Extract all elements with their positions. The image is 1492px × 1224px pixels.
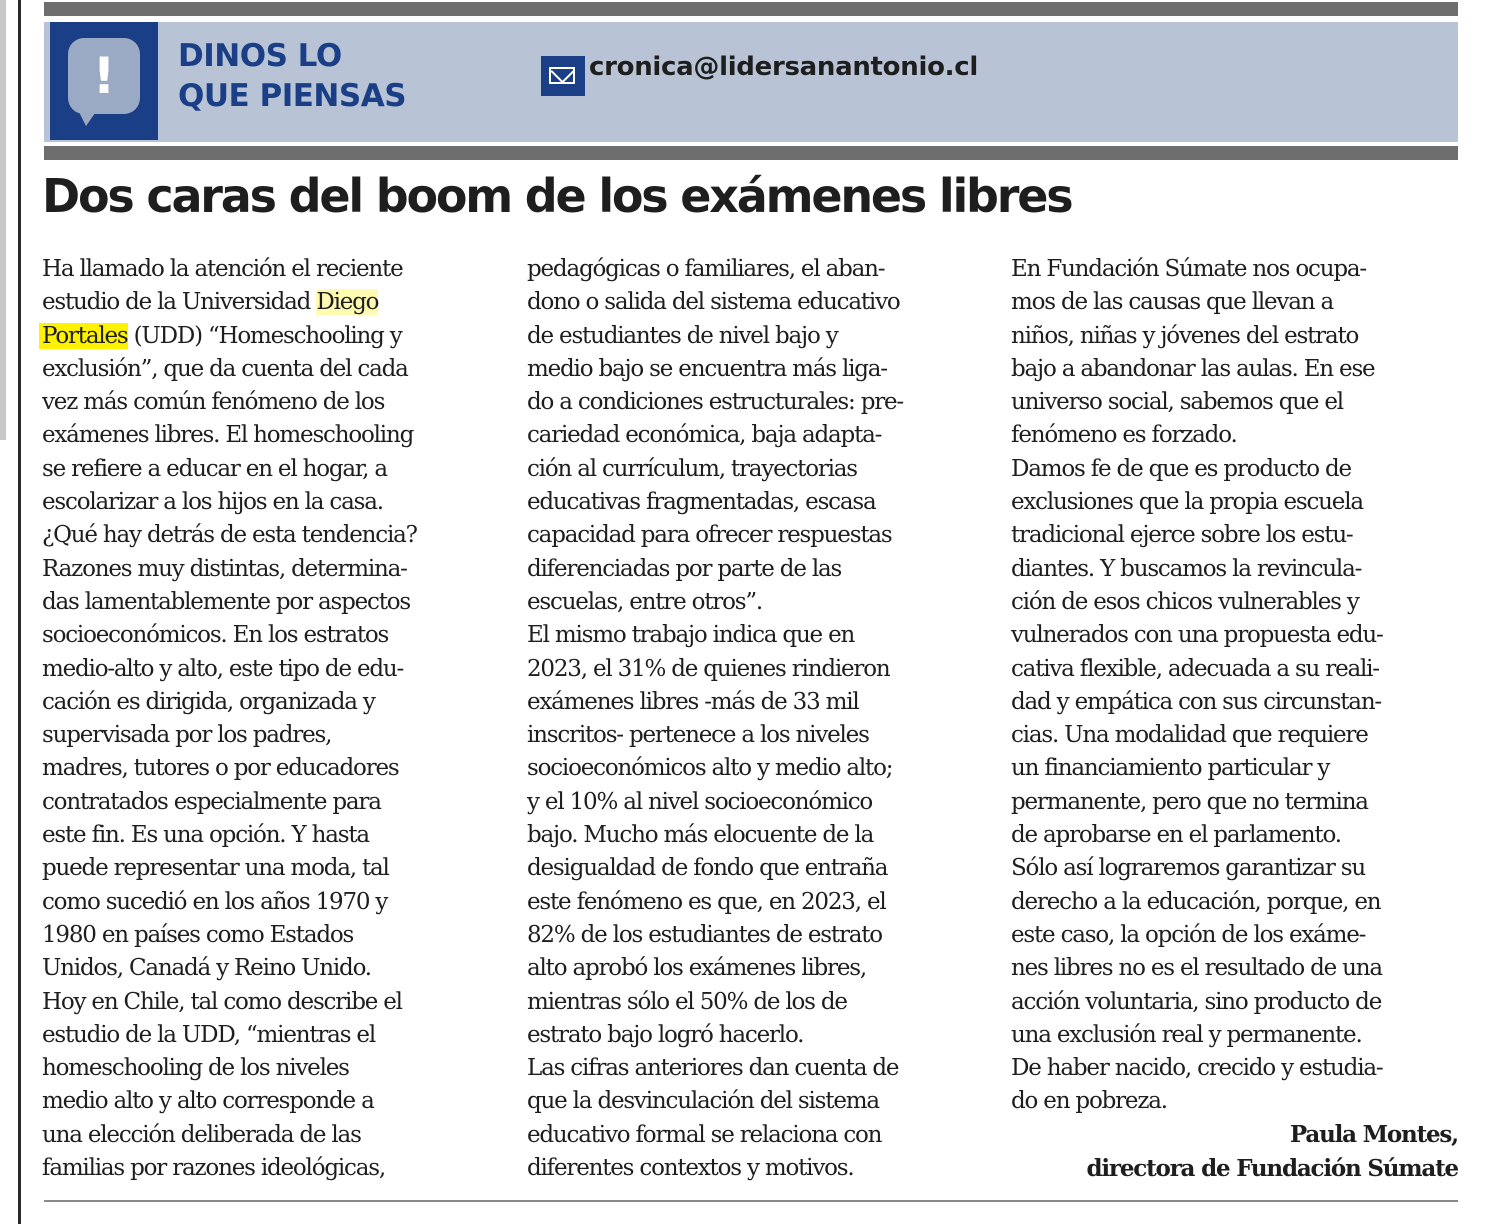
text-line: este fin. Es una opción. Y hasta [42,822,369,849]
text-line: dad y empática con sus circunstan- [1011,688,1381,715]
text-line: familias por razones ideológicas, [42,1155,385,1182]
text-line [42,320,492,353]
text-line: En Fundación Súmate nos ocupa- [1011,256,1366,282]
text-line: do a condiciones estructurales: pre- [527,389,903,416]
article-column-1 [42,253,492,1185]
text-line: mos de las causas que llevan a [1011,289,1333,316]
banner-title [178,36,406,116]
text-line: Ha llamado la atención el reciente [42,256,403,282]
text-line: medio-alto y alto, este tipo de edu- [42,655,404,682]
text-line: este caso, la opción de los exáme- [1011,921,1366,948]
exclamation-glyph: ! [92,47,116,105]
text-line: ¿Qué hay detrás de esta tendencia? [42,522,417,549]
contact-email[interactable]: cronica@lidersanantonio.cl [589,52,978,82]
text-line: contratados especialmente para [42,788,381,815]
text-line: estudio de la UDD, “mientras el [42,1021,375,1048]
text-line: vulnerados con una propuesta edu- [1011,622,1383,649]
text-line: Hoy en Chile, tal como describe el [42,988,402,1015]
highlighted-text: Diego [316,289,379,316]
text-line: que la desvinculación del sistema [527,1088,879,1115]
text-line: cias. Una modalidad que requiere [1011,722,1368,749]
text-line: una elección deliberada de las [42,1121,361,1148]
left-margin-rule [18,0,21,1224]
text-line: Unidos, Canadá y Reino Unido. [42,955,371,982]
text-line: medio bajo se encuentra más liga- [527,355,887,382]
text-line: socioeconómicos alto y medio alto; [527,755,893,782]
text-line: 2023, el 31% de quienes rindieron [527,655,890,682]
text-line: educativas fragmentadas, escasa [527,489,876,516]
text-line: exclusiones que la propia escuela [1011,489,1363,516]
text-line: 1980 en países como Estados [42,921,354,948]
text-line: De haber nacido, crecido y estudia- [1011,1055,1383,1082]
text-line: educativo formal se relaciona con [527,1121,882,1148]
text-line: mientras sólo el 50% de los de [527,988,847,1015]
text-line: diferentes contextos y motivos. [527,1155,854,1182]
text-line: cación es dirigida, organizada y [42,688,375,715]
text-line: inscritos- pertenece a los niveles [527,722,869,749]
text-line: una exclusión real y permanente. [1011,1021,1362,1048]
text-line: dono o salida del sistema educativo [527,289,900,316]
article-headline: Dos caras del boom de los exámenes libres [42,169,1072,223]
text-line: supervisada por los padres, [42,722,332,749]
text-line: derecho a la educación, porque, en [1011,888,1381,915]
banner-title-line-2: QUE PIENSAS [178,78,407,114]
text-line: bajo. Mucho más elocuente de la [527,822,874,849]
banner-icon-box [50,22,158,140]
text-line: medio alto y alto corresponde a [42,1088,374,1115]
text-line: desigualdad de fondo que entraña [527,855,888,882]
page-edge-strip [0,0,6,440]
text-line: alto aprobó los exámenes libres, [527,955,866,982]
text-line: El mismo trabajo indica que en [527,622,855,649]
text-line: Damos fe de que es producto de [1011,455,1351,482]
text-line: de aprobarse en el parlamento. [1011,822,1341,849]
text-line: estrato bajo logró hacerlo. [527,1021,804,1048]
text-line: exclusión”, que da cuenta del cada [42,355,408,382]
text-line: cativa flexible, adecuada a su reali- [1011,655,1379,682]
text-line: escolarizar a los hijos en la casa. [42,489,383,516]
envelope-icon [541,56,585,96]
highlighted-text: Portales [42,322,128,349]
text-line: escuelas, entre otros”. [527,588,763,615]
text-line: como sucedió en los años 1970 y [42,888,388,915]
exclamation-bubble-icon [68,38,140,114]
text-line: pedagógicas o familiares, el aban- [527,256,885,282]
text-line: das lamentablemente por aspectos [42,588,410,615]
author-role: directora de Fundación Súmate [1086,1155,1458,1182]
top-divider-bar [44,2,1458,16]
text-line: madres, tutores o por educadores [42,755,399,782]
text-line [42,286,492,319]
text-line: capacidad para ofrecer respuestas [527,522,892,549]
text-line: se refiere a educar en el hogar, a [42,455,387,482]
text-line: nes libres no es el resultado de una [1011,955,1382,982]
text-line: Las cifras anteriores dan cuenta de [527,1055,899,1082]
text-line: socioeconómicos. En los estratos [42,622,389,649]
text-line: este fenómeno es que, en 2023, el [527,888,886,915]
text-fragment: (UDD) “Homeschooling y [127,322,402,349]
text-line: permanente, pero que no termina [1011,788,1368,815]
text-line: de estudiantes de nivel bajo y [527,322,838,349]
text-line: bajo a abandonar las aulas. En ese [1011,355,1375,382]
text-line: puede representar una moda, tal [42,855,389,882]
text-line: homeschooling de los niveles [42,1055,349,1082]
text-line: Razones muy distintas, determina- [42,555,407,582]
text-line: ción de esos chicos vulnerables y [1011,588,1359,615]
text-line: diantes. Y buscamos la revincula- [1011,555,1362,582]
text-line: vez más común fenómeno de los [42,389,385,416]
header-divider-bar [44,146,1458,160]
text-line: exámenes libres. El homeschooling [42,422,414,449]
text-line: universo social, sabemos que el [1011,389,1343,416]
text-line: un financiamiento particular y [1011,755,1330,782]
bottom-divider-rule [44,1200,1458,1202]
envelope-shape [549,67,575,84]
text-line: ción al currículum, trayectorias [527,455,857,482]
text-line: y el 10% al nivel socioeconómico [527,788,873,815]
article-column-2 [527,253,977,1185]
text-line: cariedad económica, baja adapta- [527,422,882,449]
text-fragment: estudio de la Universidad [42,289,317,316]
text-line: exámenes libres -más de 33 mil [527,688,859,715]
speech-bubble-tail [76,106,100,126]
author-name: Paula Montes, [1289,1121,1458,1148]
text-line: niños, niñas y jóvenes del estrato [1011,322,1359,349]
article-column-3 [1011,253,1461,1119]
banner-title-line-1: DINOS LO [178,38,342,74]
author-signature [1087,1118,1459,1186]
text-line: acción voluntaria, sino producto de [1011,988,1382,1015]
text-line: do en pobreza. [1011,1088,1167,1115]
text-line: fenómeno es forzado. [1011,422,1237,449]
text-line: Sólo así lograremos garantizar su [1011,855,1366,882]
text-line: 82% de los estudiantes de estrato [527,921,882,948]
text-line: tradicional ejerce sobre los estu- [1011,522,1353,549]
text-line: diferenciadas por parte de las [527,555,842,582]
